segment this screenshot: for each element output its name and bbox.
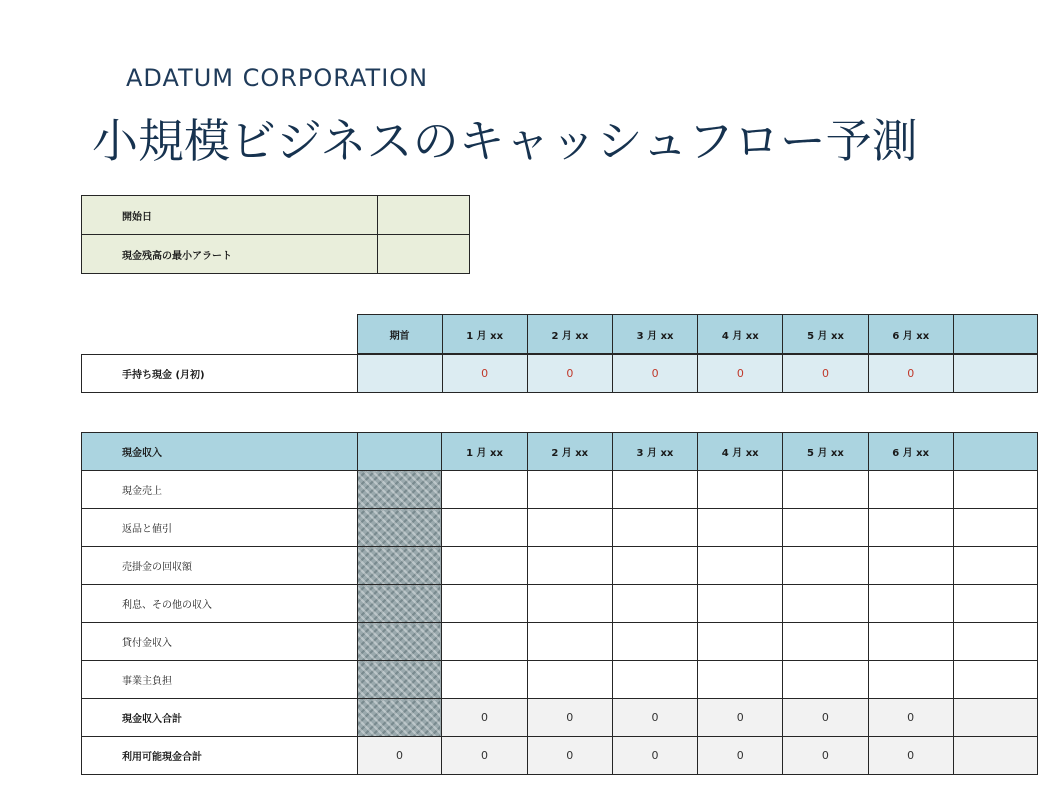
receipt-input-cell[interactable] bbox=[612, 471, 697, 509]
receipt-row bbox=[82, 661, 1038, 699]
receipt-input-cell[interactable] bbox=[527, 509, 612, 547]
available-cash-cell: 0 bbox=[527, 737, 612, 775]
start-date-input[interactable] bbox=[378, 196, 470, 235]
hatched-cell bbox=[357, 585, 442, 623]
receipt-input-cell[interactable] bbox=[868, 623, 953, 661]
month-header-row bbox=[82, 315, 1038, 354]
cash-on-hand-cell[interactable]: 0 bbox=[442, 355, 527, 393]
cash-on-hand-cell[interactable]: 0 bbox=[612, 355, 697, 393]
receipt-overflow-cell bbox=[953, 623, 1037, 661]
receipt-input-cell[interactable] bbox=[698, 547, 783, 585]
col-header-month: 1 月 xx bbox=[442, 433, 527, 471]
col-header-month: 3 月 xx bbox=[612, 433, 697, 471]
available-cash-cell: 0 bbox=[698, 737, 783, 775]
receipt-input-cell[interactable] bbox=[783, 509, 868, 547]
available-cash-row bbox=[82, 737, 1038, 775]
settings-row-start-date bbox=[82, 196, 470, 235]
cash-on-hand-overflow bbox=[953, 355, 1037, 393]
receipt-overflow-cell bbox=[953, 585, 1037, 623]
available-cash-label: 利用可能現金合計 bbox=[82, 737, 358, 775]
col-header-overflow bbox=[953, 315, 1037, 354]
receipt-row-label: 事業主負担 bbox=[82, 661, 358, 699]
receipt-input-cell[interactable] bbox=[783, 661, 868, 699]
header-spacer bbox=[82, 315, 358, 354]
hatched-cell bbox=[357, 699, 442, 737]
receipt-input-cell[interactable] bbox=[783, 585, 868, 623]
receipt-row-label: 売掛金の回収額 bbox=[82, 547, 358, 585]
col-header-month: 1 月 xx bbox=[442, 315, 527, 354]
cash-on-hand-cell[interactable]: 0 bbox=[783, 355, 868, 393]
receipt-input-cell[interactable] bbox=[868, 471, 953, 509]
receipt-input-cell[interactable] bbox=[612, 547, 697, 585]
receipt-input-cell[interactable] bbox=[868, 661, 953, 699]
hatched-cell bbox=[357, 623, 442, 661]
available-cash-prev: 0 bbox=[357, 737, 442, 775]
col-header-month: 5 月 xx bbox=[783, 433, 868, 471]
col-header-month: 2 月 xx bbox=[527, 315, 612, 354]
available-cash-overflow bbox=[953, 737, 1037, 775]
available-cash-cell: 0 bbox=[612, 737, 697, 775]
receipt-input-cell[interactable] bbox=[698, 623, 783, 661]
receipt-input-cell[interactable] bbox=[783, 471, 868, 509]
cash-on-hand-row bbox=[82, 355, 1038, 393]
receipt-row-label: 現金売上 bbox=[82, 471, 358, 509]
hatched-cell bbox=[357, 471, 442, 509]
col-header-month: 4 月 xx bbox=[698, 433, 783, 471]
col-header-month: 3 月 xx bbox=[612, 315, 697, 354]
receipt-input-cell[interactable] bbox=[442, 471, 527, 509]
available-cash-cell: 0 bbox=[868, 737, 953, 775]
total-receipts-cell: 0 bbox=[698, 699, 783, 737]
receipt-input-cell[interactable] bbox=[442, 661, 527, 699]
cash-on-hand-cell[interactable]: 0 bbox=[698, 355, 783, 393]
receipt-overflow-cell bbox=[953, 471, 1037, 509]
hatched-cell bbox=[357, 661, 442, 699]
col-header-overflow bbox=[953, 433, 1037, 471]
receipt-row-label: 利息、その他の収入 bbox=[82, 585, 358, 623]
receipt-input-cell[interactable] bbox=[698, 471, 783, 509]
receipt-input-cell[interactable] bbox=[527, 585, 612, 623]
receipt-input-cell[interactable] bbox=[783, 547, 868, 585]
receipt-input-cell[interactable] bbox=[612, 623, 697, 661]
receipt-overflow-cell bbox=[953, 509, 1037, 547]
cash-on-hand-cell[interactable]: 0 bbox=[527, 355, 612, 393]
col-header-month: 6 月 xx bbox=[868, 433, 953, 471]
company-name: ADATUM CORPORATION bbox=[126, 64, 429, 92]
receipt-overflow-cell bbox=[953, 547, 1037, 585]
receipt-row bbox=[82, 547, 1038, 585]
cash-on-hand-prev[interactable] bbox=[357, 355, 442, 393]
receipt-input-cell[interactable] bbox=[527, 471, 612, 509]
total-receipts-cell: 0 bbox=[442, 699, 527, 737]
receipt-overflow-cell bbox=[953, 661, 1037, 699]
receipt-input-cell[interactable] bbox=[527, 547, 612, 585]
receipt-input-cell[interactable] bbox=[442, 509, 527, 547]
receipt-input-cell[interactable] bbox=[783, 623, 868, 661]
receipt-row bbox=[82, 509, 1038, 547]
receipt-input-cell[interactable] bbox=[698, 509, 783, 547]
col-header-prev: 期首 bbox=[357, 315, 442, 354]
cash-receipts-table bbox=[81, 432, 1038, 775]
cash-on-hand-cell[interactable]: 0 bbox=[868, 355, 953, 393]
total-receipts-label: 現金収入合計 bbox=[82, 699, 358, 737]
receipt-row bbox=[82, 623, 1038, 661]
total-receipts-overflow bbox=[953, 699, 1037, 737]
cash-receipts-header: 現金収入 bbox=[82, 433, 358, 471]
col-header-month: 6 月 xx bbox=[868, 315, 953, 354]
available-cash-cell: 0 bbox=[442, 737, 527, 775]
receipt-input-cell[interactable] bbox=[527, 623, 612, 661]
receipt-input-cell[interactable] bbox=[612, 661, 697, 699]
settings-table bbox=[81, 195, 470, 274]
receipt-input-cell[interactable] bbox=[442, 547, 527, 585]
receipt-input-cell[interactable] bbox=[442, 585, 527, 623]
receipt-input-cell[interactable] bbox=[442, 623, 527, 661]
receipt-input-cell[interactable] bbox=[868, 509, 953, 547]
receipt-input-cell[interactable] bbox=[612, 585, 697, 623]
cash-on-hand-label: 手持ち現金 (月初) bbox=[82, 355, 358, 393]
receipt-input-cell[interactable] bbox=[698, 661, 783, 699]
total-receipts-row bbox=[82, 699, 1038, 737]
settings-row-min-alert bbox=[82, 235, 470, 274]
receipt-row bbox=[82, 471, 1038, 509]
total-receipts-cell: 0 bbox=[612, 699, 697, 737]
receipt-row bbox=[82, 585, 1038, 623]
hatched-cell bbox=[357, 509, 442, 547]
col-header-month: 4 月 xx bbox=[698, 315, 783, 354]
receipt-input-cell[interactable] bbox=[527, 661, 612, 699]
available-cash-cell: 0 bbox=[783, 737, 868, 775]
col-header-month: 2 月 xx bbox=[527, 433, 612, 471]
start-date-label: 開始日 bbox=[82, 196, 378, 235]
total-receipts-cell: 0 bbox=[868, 699, 953, 737]
receipt-row-label: 返品と値引 bbox=[82, 509, 358, 547]
total-receipts-cell: 0 bbox=[527, 699, 612, 737]
receipt-input-cell[interactable] bbox=[868, 585, 953, 623]
receipt-input-cell[interactable] bbox=[698, 585, 783, 623]
receipt-input-cell[interactable] bbox=[868, 547, 953, 585]
cash-receipts-header-row bbox=[82, 433, 1038, 471]
min-alert-label: 現金残高の最小アラート bbox=[82, 235, 378, 274]
receipt-input-cell[interactable] bbox=[612, 509, 697, 547]
cash-on-hand-table bbox=[81, 314, 1038, 393]
total-receipts-cell: 0 bbox=[783, 699, 868, 737]
col-header-prev-blank bbox=[357, 433, 442, 471]
receipt-row-label: 貸付金収入 bbox=[82, 623, 358, 661]
hatched-cell bbox=[357, 547, 442, 585]
col-header-month: 5 月 xx bbox=[783, 315, 868, 354]
page-title: 小規模ビジネスのキャッシュフロー予測 bbox=[92, 114, 918, 168]
min-alert-input[interactable] bbox=[378, 235, 470, 274]
